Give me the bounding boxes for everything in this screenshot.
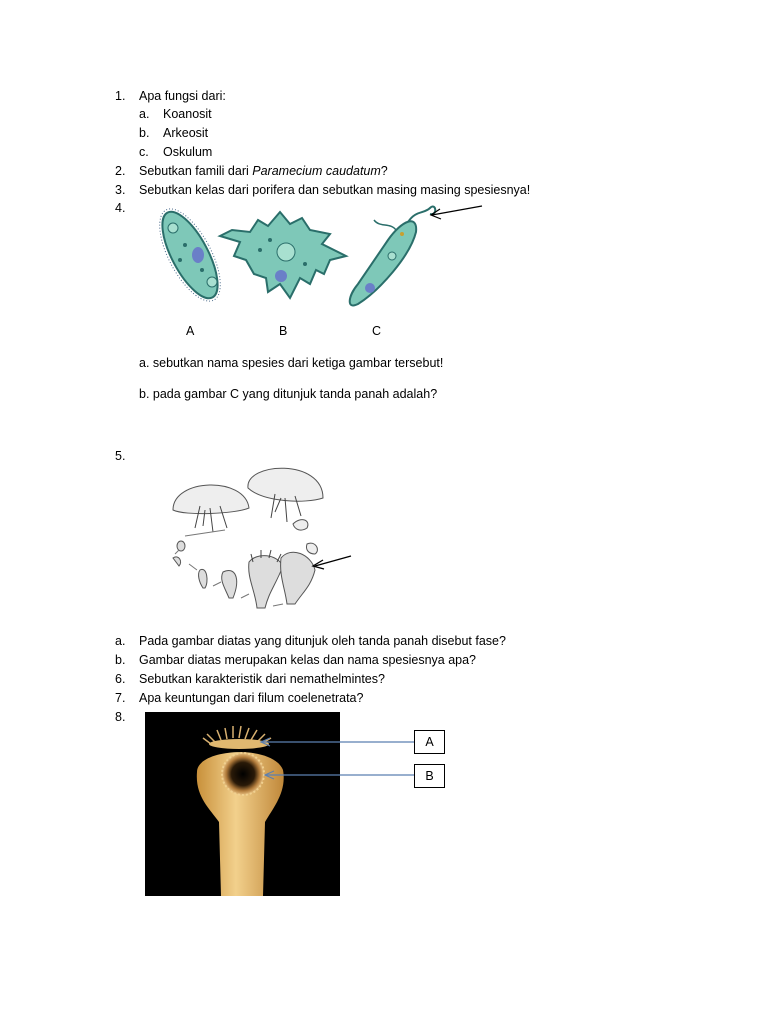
q7-number: 7. (115, 691, 126, 705)
euglena-image (350, 206, 436, 305)
q1-item-text: Arkeosit (163, 126, 209, 140)
arrow-icon (265, 771, 415, 779)
q4-subquestion-a: a. sebutkan nama spesies dari ketiga gambar tersebut! (139, 356, 444, 370)
figure-label-c: C (372, 324, 382, 338)
q3-number: 3. (115, 183, 126, 197)
arrow-icon (261, 738, 415, 746)
q2-species-name: Paramecium caudatum (252, 164, 381, 178)
q2-text-post: ? (380, 164, 388, 178)
q1-item-text: Koanosit (163, 107, 212, 121)
q2-number: 2. (115, 164, 126, 178)
q5-a-letter: a. (115, 634, 126, 648)
q8-number: 8. (115, 710, 126, 724)
q1-item-letter: b. (139, 126, 150, 140)
q3-text: Sebutkan kelas dari porifera dan sebutkan masing masing spesiesnya! (139, 183, 531, 197)
amoeba-image (220, 212, 346, 298)
paramecium-image (148, 200, 233, 310)
q2-text-pre: Sebutkan famili dari (139, 164, 253, 178)
q6-text: Sebutkan karakteristik dari nemathelmintes? (139, 672, 385, 686)
q5-b-text: Gambar diatas merupakan kelas dan nama spesiesnya apa? (139, 653, 477, 667)
label-pointer-lines (250, 730, 420, 790)
q4-subquestion-b: b. pada gambar C yang ditunjuk tanda panah adalah? (139, 387, 438, 401)
q5-b-letter: b. (115, 653, 126, 667)
q1-item-letter: a. (139, 107, 150, 121)
q1-item-text: Oskulum (163, 145, 213, 159)
label-box-a: A (414, 730, 445, 754)
arrow-icon (431, 206, 482, 219)
q1-text: Apa fungsi dari: (139, 89, 226, 103)
q4-number: 4. (115, 201, 126, 215)
q7-text: Apa keuntungan dari filum coelenetrata? (139, 691, 364, 705)
q5-a-text: Pada gambar diatas yang ditunjuk oleh tanda panah disebut fase? (139, 634, 506, 648)
q2-text (139, 163, 388, 179)
q1-item-letter: c. (139, 145, 149, 159)
protozoa-illustration (140, 200, 490, 310)
figure-label-a: A (186, 324, 195, 338)
arrow-icon (313, 556, 351, 569)
jellyfish-lifecycle-illustration (145, 458, 355, 616)
q5-number: 5. (115, 449, 126, 463)
label-box-b: B (414, 764, 445, 788)
q1-number: 1. (115, 89, 126, 103)
q6-number: 6. (115, 672, 126, 686)
figure-label-b: B (279, 324, 288, 338)
